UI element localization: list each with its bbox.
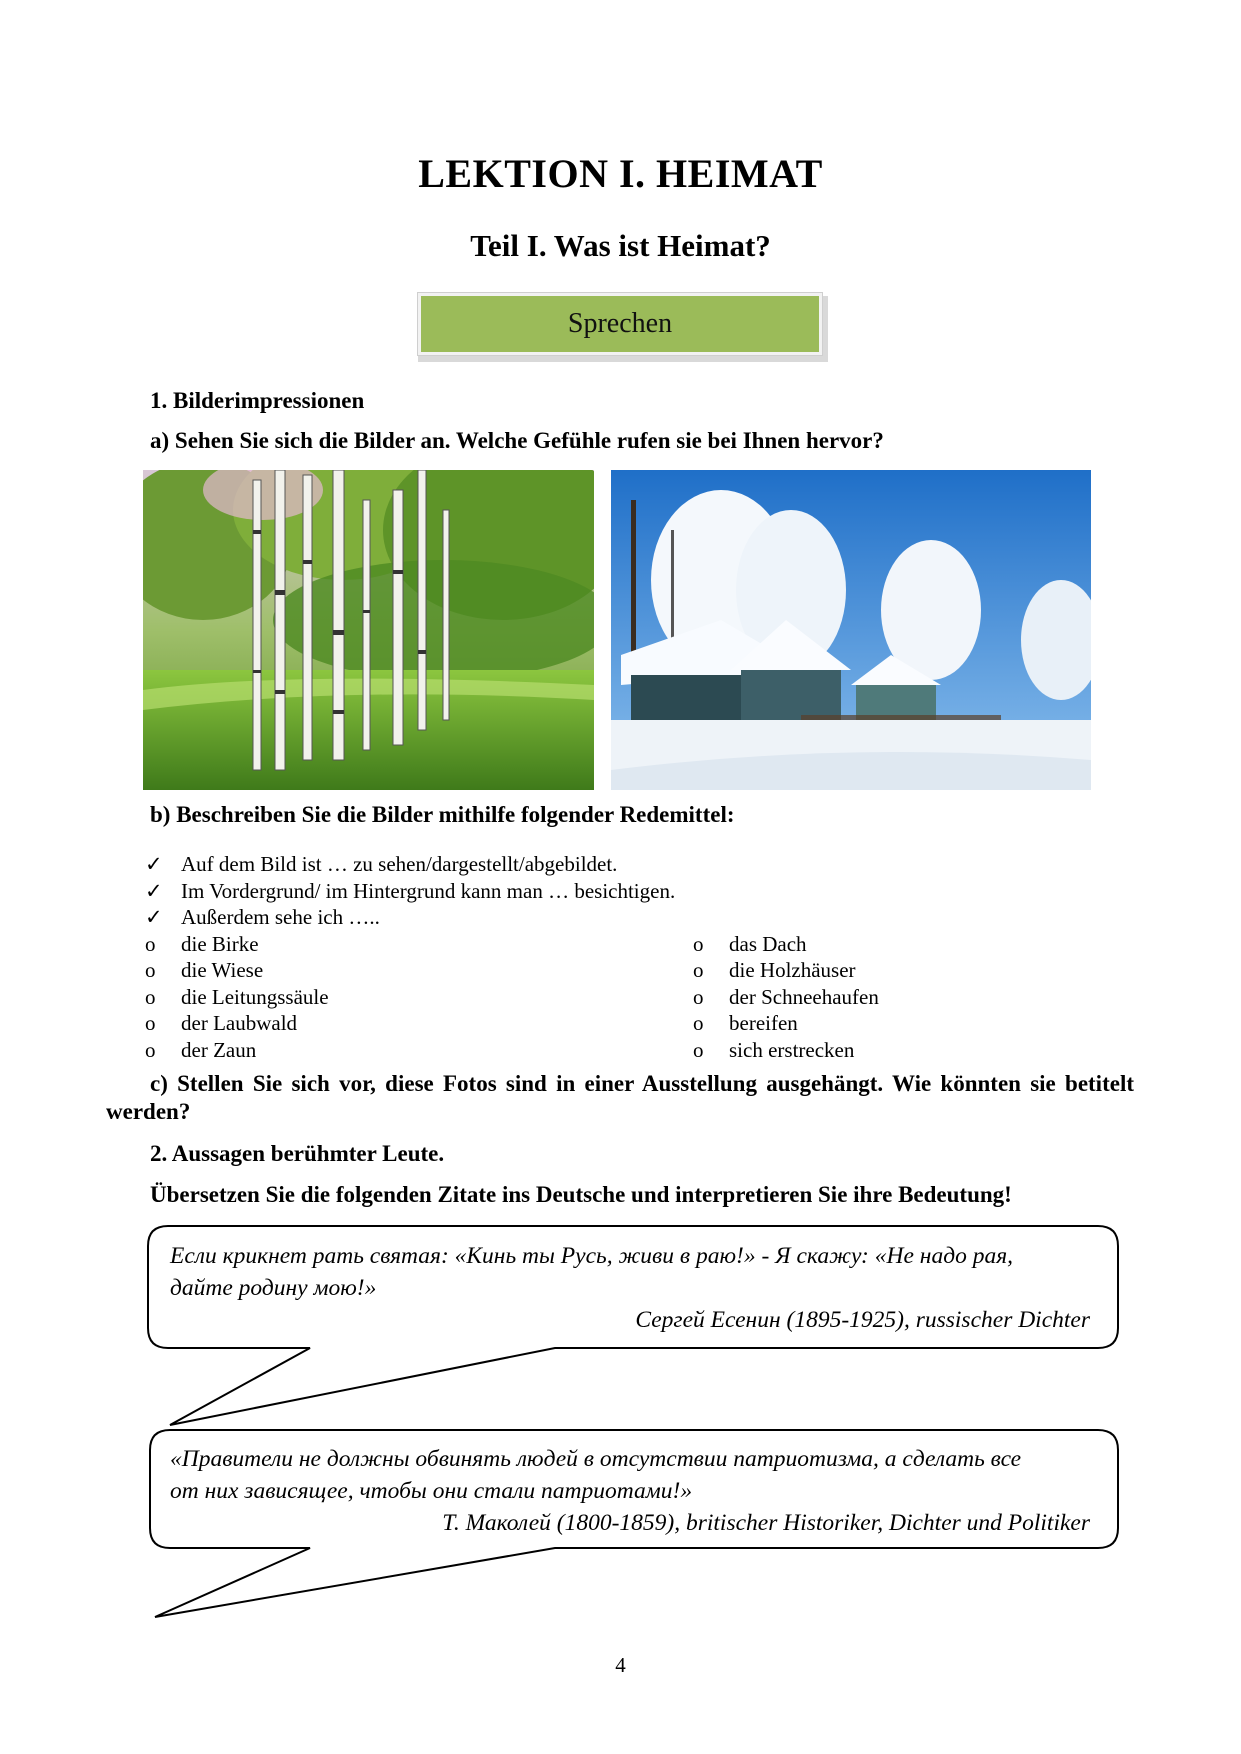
bullet-icon: o <box>145 984 156 1009</box>
quote-1 <box>170 1240 1090 1336</box>
check-mark-icon: ✓ <box>145 905 163 929</box>
quote-text-line: дайте родину мою!» <box>170 1275 377 1301</box>
quote-2 <box>170 1443 1090 1539</box>
task1b-instruction: b) Beschreiben Sie die Bilder mithilfe folgender Redemittel: <box>150 802 735 827</box>
page-number: 4 <box>615 1653 626 1677</box>
check-mark-icon: ✓ <box>145 878 163 903</box>
bullet-icon: o <box>693 958 704 982</box>
check-mark-icon: ✓ <box>145 852 163 876</box>
quote-text-line: от них зависящее, чтобы они стали патриотами!» <box>170 1478 693 1504</box>
quote-text-line: Если крикнет рать святая: «Кинь ты Русь, живи в раю!» - Я скажу: «Не надо рая, <box>170 1243 1014 1269</box>
bullet-icon: o <box>693 1037 704 1062</box>
bullet-icon: o <box>145 1037 156 1062</box>
bullet-icon: o <box>693 1011 704 1035</box>
bullet-icon: o <box>693 931 704 956</box>
bullet-icon: o <box>145 931 156 956</box>
bullet-icon: o <box>145 958 156 982</box>
quote-author: Сергей Есенин (1895-1925), russischer Dichter <box>635 1307 1090 1333</box>
page-title: LEKTION I. HEIMAT <box>418 151 823 196</box>
redemittel-list: ✓ Auf dem Bild ist … zu sehen/dargestellt/abgebildet. ✓ Im Vordergrund/ im Hintergrund kann man … besichtigen. ✓ Außerdem sehe ich ….. o die Birke o die Wiese o die Leitungssäule o der Laubwald o der Zaun o das Dach o die Holzhäuser o der Schneehaufen o bereifen o sich erstrecken <box>145 852 879 1062</box>
bullet-icon: o <box>145 1011 156 1035</box>
task2-instruction: Übersetzen Sie die folgenden Zitate ins Deutsche und interpretieren Sie ihre Bedeutung! <box>150 1182 1012 1207</box>
task1-heading: 1. Bilderimpressionen <box>150 388 365 413</box>
page-subtitle: Teil I. Was ist Heimat? <box>470 228 771 263</box>
task1a-instruction: a) Sehen Sie sich die Bilder an. Welche Gefühle rufen sie bei Ihnen hervor? <box>150 428 884 453</box>
task1c-instruction: c) Stellen Sie sich vor, diese Fotos sind in einer Ausstellung ausgehängt. Wie könnten sie betitelt werden? <box>106 1071 1134 1124</box>
task2-heading: 2. Aussagen berühmter Leute. <box>150 1141 445 1166</box>
quote-author: Т. Маколей (1800-1859), britischer Historiker, Dichter und Politiker <box>442 1510 1090 1536</box>
bullet-icon: o <box>693 984 704 1009</box>
quote-text-line: «Правители не должны обвинять людей в отсутствии патриотизма, а сделать все <box>170 1446 1022 1472</box>
section-badge: Sprechen <box>418 293 822 355</box>
